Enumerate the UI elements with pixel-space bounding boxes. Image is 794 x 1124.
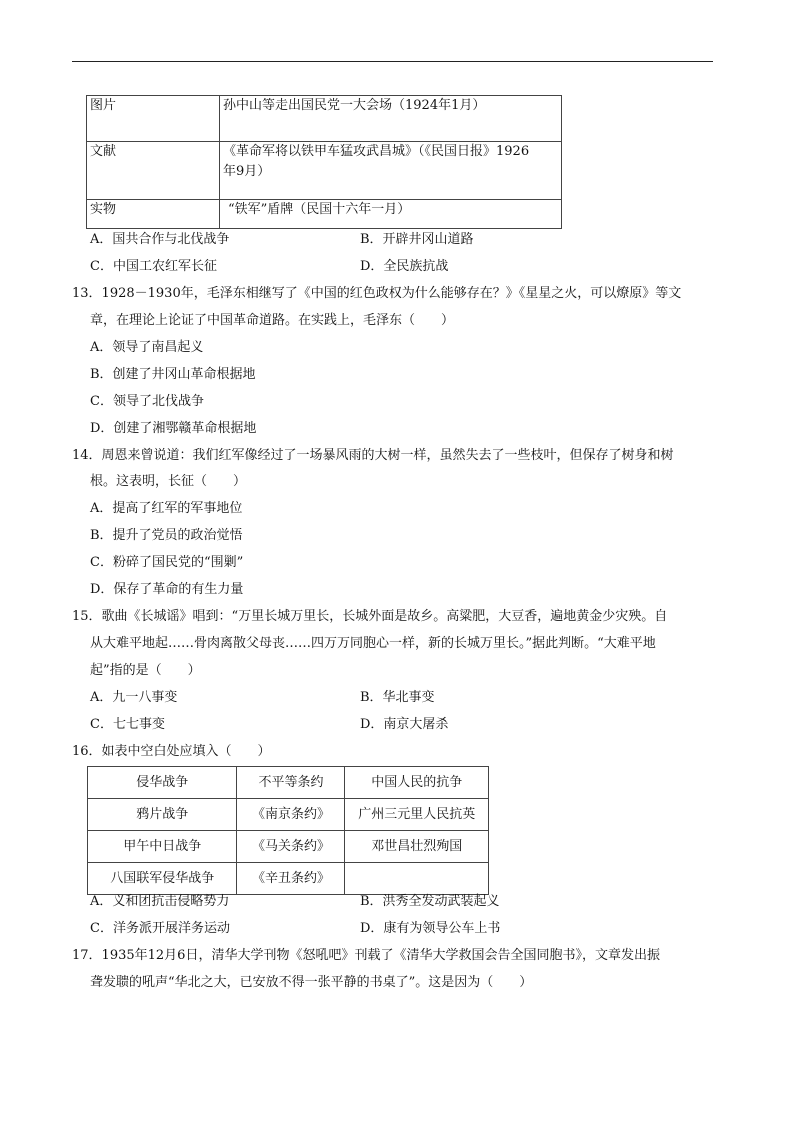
option-a[interactable]: A．提高了红军的军事地位 xyxy=(90,501,243,516)
option-c[interactable]: C．粉碎了国民党的“围剿” xyxy=(90,555,244,570)
table-header-cell: 侵华战争 xyxy=(88,767,237,799)
table-cell: 《辛丑条约》 xyxy=(237,863,345,895)
option-c[interactable]: C．七七事变 xyxy=(90,717,165,732)
option-d[interactable]: D．全民族抗战 xyxy=(360,259,449,274)
table-row xyxy=(88,799,489,831)
question-14-line: 根。这表明，长征（ ） xyxy=(90,474,247,489)
table-row xyxy=(87,142,562,200)
option-d[interactable]: D．保存了革命的有生力量 xyxy=(90,582,244,597)
option-b[interactable]: B．洪秀全发动武装起义 xyxy=(360,894,500,909)
cell-line: 《革命军将以铁甲车猛攻武昌城》（《民国日报》1926 xyxy=(223,144,530,159)
table-cell: 鸦片战争 xyxy=(88,799,237,831)
option-b[interactable]: B．华北事变 xyxy=(360,690,435,705)
question-17-line: 聋发聩的吼声“华北之大，已安放不得一张平静的书桌了”。这是因为（ ） xyxy=(90,975,533,990)
table-cell: 《南京条约》 xyxy=(237,799,345,831)
option-b[interactable]: B．提升了党员的政治觉悟 xyxy=(90,528,243,543)
option-a[interactable]: A．国共合作与北伐战争 xyxy=(90,232,230,247)
option-a[interactable]: A．义和团抗击侵略势力 xyxy=(90,894,230,909)
table-cell: “铁军”盾牌（民国十六年一月） xyxy=(220,200,562,229)
table-header-cell: 中国人民的抗争 xyxy=(345,767,489,799)
question-13-line: 章，在理论上论证了中国革命道路。在实践上，毛泽东（ ） xyxy=(90,313,455,328)
table-cell: 甲午中日战争 xyxy=(88,831,237,863)
option-c[interactable]: C．领导了北伐战争 xyxy=(90,394,204,409)
table-cell: 《马关条约》 xyxy=(237,831,345,863)
table-cell: 广州三元里人民抗英 xyxy=(345,799,489,831)
question-13-line: 13．1928－1930年，毛泽东相继写了《中国的红色政权为什么能够存在？》《星星之火，可以燎原》等文 xyxy=(72,286,682,301)
question-17-line: 17．1935年12月6日，清华大学刊物《怒吼吧》刊载了《清华大学救国会告全国同胞书》，文章发出振 xyxy=(72,948,660,963)
cell-line: 年9月） xyxy=(223,164,271,179)
table-row xyxy=(88,863,489,895)
table-row xyxy=(88,831,489,863)
option-c[interactable]: C．中国工农红军长征 xyxy=(90,259,217,274)
table-cell: 孙中山等走出国民党一大会场（1924年1月） xyxy=(220,96,562,142)
table-row xyxy=(87,96,562,142)
table-header-row xyxy=(88,767,489,799)
option-c[interactable]: C．洋务派开展洋务运动 xyxy=(90,921,230,936)
question-15-line: 15．歌曲《长城谣》唱到：“万里长城万里长，长城外面是故乡。高粱肥，大豆香，遍地黄金少灾殃。自 xyxy=(72,609,668,624)
option-d[interactable]: D．康有为领导公车上书 xyxy=(360,921,501,936)
option-d[interactable]: D．南京大屠杀 xyxy=(360,717,449,732)
blank-cell xyxy=(345,863,489,895)
table-cell: 邓世昌壮烈殉国 xyxy=(345,831,489,863)
header-rule xyxy=(72,61,713,62)
question-15-line: 从大难平地起……骨肉离散父母丧……四万万同胞心一样，新的长城万里长。”据此判断。“大难平地 xyxy=(90,636,656,651)
war-treaty-table xyxy=(87,766,489,895)
question-16-stem: 16．如表中空白处应填入（ ） xyxy=(72,744,271,759)
table-cell xyxy=(220,142,562,200)
option-b[interactable]: B．开辟井冈山道路 xyxy=(360,232,474,247)
question-15-line: 起”指的是（ ） xyxy=(90,663,201,678)
question-14-line: 14．周恩来曾说道：我们红军像经过了一场暴风雨的大树一样，虽然失去了一些枝叶，但保存了树身和树 xyxy=(72,448,674,463)
table-row xyxy=(87,200,562,229)
option-d[interactable]: D．创建了湘鄂赣革命根据地 xyxy=(90,421,257,436)
table-cell: 八国联军侵华战争 xyxy=(88,863,237,895)
table-header-cell: 不平等条约 xyxy=(237,767,345,799)
table-cell: 图片 xyxy=(87,96,220,142)
sources-table xyxy=(86,95,562,229)
option-a[interactable]: A．领导了南昌起义 xyxy=(90,340,204,355)
option-a[interactable]: A．九一八事变 xyxy=(90,690,178,705)
table-cell: 文献 xyxy=(87,142,220,200)
option-b[interactable]: B．创建了井冈山革命根据地 xyxy=(90,367,256,382)
table-cell: 实物 xyxy=(87,200,220,229)
